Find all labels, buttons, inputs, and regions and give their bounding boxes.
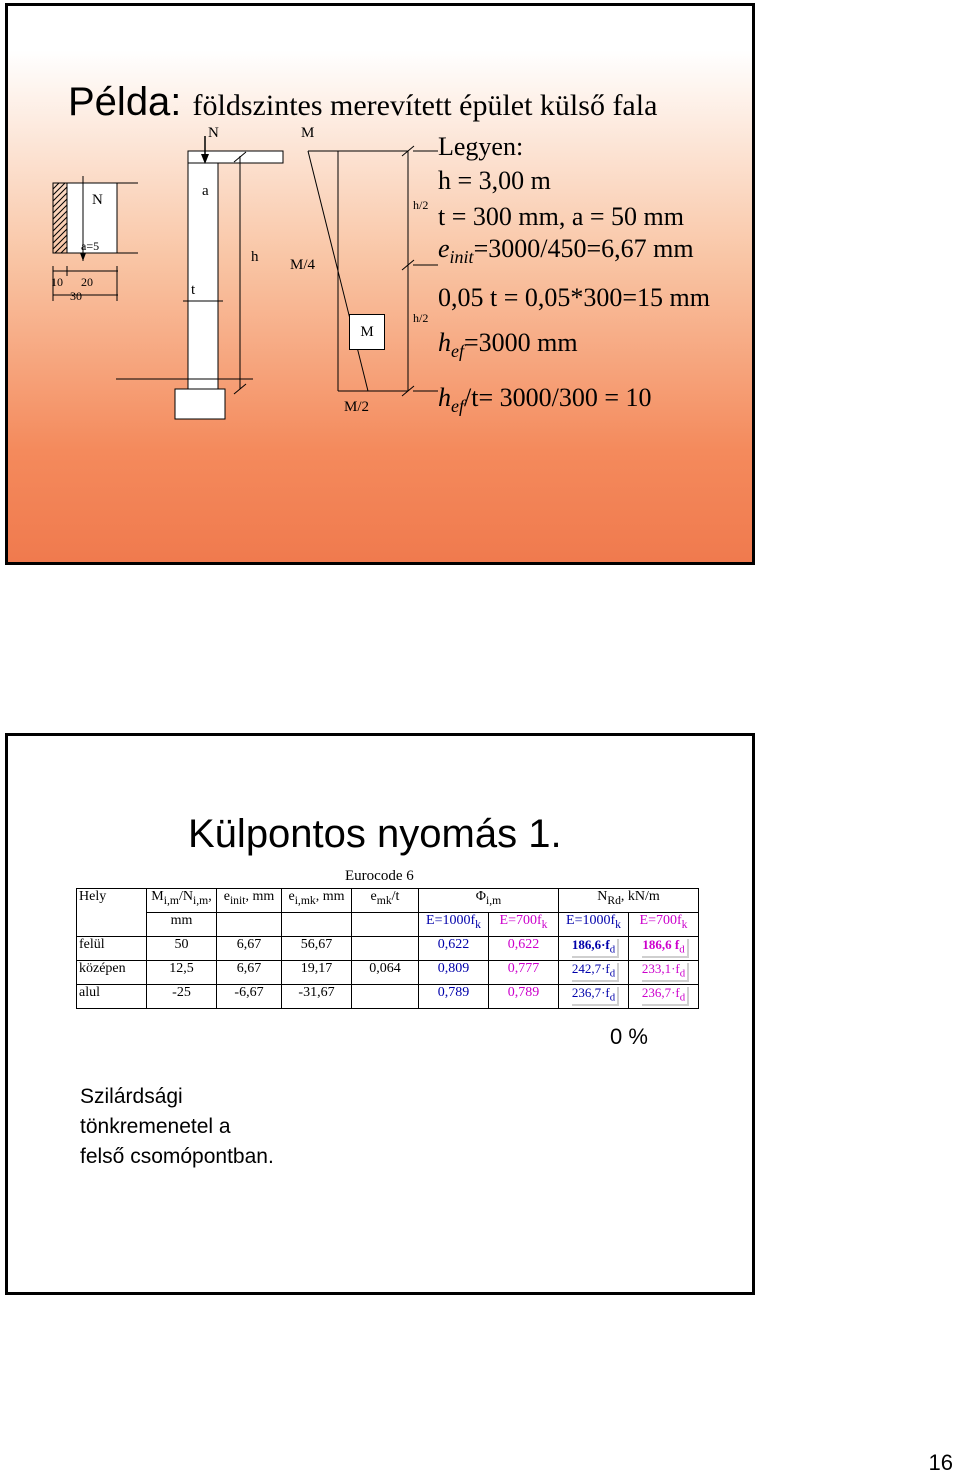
cell-phi-e700: 0,777	[489, 961, 559, 985]
header-hely: Hely	[77, 889, 147, 937]
table-row	[77, 961, 699, 985]
wall-t-label: t	[191, 282, 196, 298]
failure-note: Szilárdsági tönkremenetel a felső csomópontban.	[80, 1085, 274, 1168]
hef-value: =3000 mm	[464, 328, 578, 357]
moment-M2-label: M/2	[344, 399, 370, 415]
cell-m: -25	[147, 985, 217, 1009]
hef-symbol: h	[438, 328, 451, 357]
cell-n-e1000: $242,7\cdot f_d$	[559, 961, 629, 985]
e-init-sub: init	[449, 247, 474, 268]
hef-t-value: /t= 3000/300 = 10	[464, 383, 652, 412]
eurocode-label: Eurocode 6	[345, 868, 414, 884]
header-empty	[352, 913, 419, 937]
e-init-symbol: e	[438, 234, 450, 263]
e-init-value: =3000/450=6,67 mm	[473, 234, 694, 263]
given-hef	[438, 328, 578, 362]
results-table	[76, 888, 699, 1009]
cell-eimk: 19,17	[282, 961, 352, 985]
given-t-a: t = 300 mm, a = 50 mm	[438, 202, 684, 231]
wall-N-label: N	[208, 125, 219, 141]
header-e700-phi: $E=700f_k$	[489, 913, 559, 937]
header-e1000-n: $E=1000f_k$	[559, 913, 629, 937]
wall-a-label: a	[202, 183, 209, 199]
given-h: h = 3,00 m	[438, 166, 551, 195]
header-nrd: $N_{Rd}$, kN/m	[559, 889, 699, 913]
cell-phi-e1000: 0,809	[419, 961, 489, 985]
cell-eimk: -31,67	[282, 985, 352, 1009]
cell-eimk: 56,67	[282, 937, 352, 961]
h2-top-label: h/2	[413, 198, 429, 212]
header-e1000-phi: $E=1000f_k$	[419, 913, 489, 937]
cell-hely: középen	[77, 961, 147, 985]
table-row	[77, 937, 699, 961]
dim-20-label: 20	[81, 275, 93, 289]
cell-n-e700: $233,1\cdot f_d$	[629, 961, 699, 985]
hef-t-symbol: h	[438, 383, 451, 412]
cell-phi-e700: 0,789	[489, 985, 559, 1009]
cell-phi-e1000: 0,789	[419, 985, 489, 1009]
given-check: 0,05 t = 0,05*300=15 mm	[438, 283, 710, 312]
cell-emk: 0,064	[352, 961, 419, 985]
header-phi: $\Phi_{i,m}$	[419, 889, 559, 913]
cell-einit: 6,67	[217, 961, 282, 985]
section-N-label: N	[92, 192, 103, 208]
cell-emk	[352, 985, 419, 1009]
wall-elevation	[116, 136, 283, 419]
cell-einit: 6,67	[217, 937, 282, 961]
slide-example	[5, 3, 755, 565]
header-e700-n: $E=700f_k$	[629, 913, 699, 937]
header-M: $M_{i,m}/N_{i,m}$,	[147, 889, 217, 913]
header-eimk: $e_{i,mk}$, mm	[282, 889, 352, 913]
title-sub: földszintes merevített épület külső fala	[192, 89, 658, 122]
moment-M4-label: M/4	[290, 257, 316, 273]
cell-phi-e700: 0,622	[489, 937, 559, 961]
cell-n-e1000: $186,6\cdot f_d$	[559, 937, 629, 961]
table-row	[77, 985, 699, 1009]
header-einit: $e_{init}$, mm	[217, 889, 282, 913]
slide2-title: Külpontos nyomás 1.	[188, 812, 562, 856]
hef-sub: ef	[451, 341, 464, 362]
header-emk: $e_{mk}/t$	[352, 889, 419, 913]
cell-n-e700: 186,6 $f_d$	[629, 937, 699, 961]
cell-m: 50	[147, 937, 217, 961]
h2-bottom-label: h/2	[413, 311, 429, 325]
section-a-label: a=5	[81, 239, 100, 253]
wall-h-label: h	[251, 249, 259, 265]
given-hef-t	[438, 383, 652, 417]
given-legyen: Legyen:	[438, 132, 524, 161]
given-e-init	[438, 234, 694, 268]
cell-m: 12,5	[147, 961, 217, 985]
header-empty	[282, 913, 352, 937]
dim-10-label: 10	[51, 275, 63, 289]
page-number: 16	[928, 1450, 953, 1475]
cell-n-e700: $236,7\cdot f_d$	[629, 985, 699, 1009]
percent-difference: 0 %	[610, 1024, 648, 1049]
table-header-row-1	[77, 889, 699, 913]
hef-t-sub: ef	[451, 396, 464, 417]
slide-kulpontos	[5, 733, 755, 1295]
cell-einit: -6,67	[217, 985, 282, 1009]
moment-M-box: M	[349, 314, 385, 350]
moment-M-top: M	[301, 125, 315, 141]
cell-n-e1000: $236,7\cdot f_d$	[559, 985, 629, 1009]
cell-emk	[352, 937, 419, 961]
moment-diagram	[308, 146, 414, 396]
title-main: Példa:	[68, 80, 182, 124]
dim-30-label: 30	[70, 289, 82, 303]
header-empty	[217, 913, 282, 937]
cell-phi-e1000: 0,622	[419, 937, 489, 961]
cell-hely: alul	[77, 985, 147, 1009]
cell-hely: felül	[77, 937, 147, 961]
header-M-unit: mm	[147, 913, 217, 937]
table-header-row-2	[77, 913, 699, 937]
